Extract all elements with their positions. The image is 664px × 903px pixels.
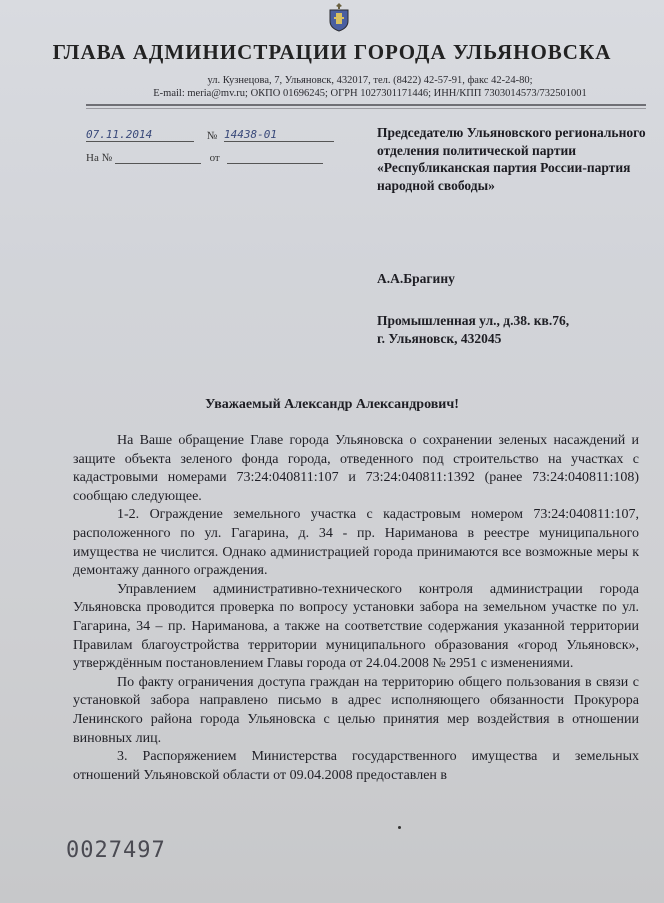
- registration-ref-line: [86, 152, 323, 164]
- recipient-address-line2: г. Ульяновск, 432045: [377, 331, 502, 346]
- salutation: Уважаемый Александр Александрович!: [205, 397, 459, 412]
- registration-from-label: от: [209, 152, 220, 164]
- recipient-position: Председателю Ульяновского регионального отделения политической партии «Республиканская партия России-партия народной свободы»: [377, 125, 646, 193]
- registration-from-blank: [227, 163, 323, 164]
- paragraph-item-3: 3. Распоряжением Министерства государственного имущества и земельных отношений Ульяновской области от 09.04.2008 предоставлен в: [73, 749, 639, 783]
- recipient-address-line1: Промышленная ул., д.38. кв.76,: [377, 313, 570, 328]
- recipient-address: [377, 312, 647, 348]
- header-address-line2: E-mail: meria@mv.ru; ОКПО 01696245; ОГРН 1027301171446; ИНН/КПП 7303014573/732501001: [153, 88, 587, 99]
- page-mark: [398, 826, 401, 829]
- registration-ref-label: На №: [86, 152, 113, 164]
- paragraph-prosecutor: По факту ограничения доступа граждан на территорию общего пользования в связи с установкой забора направлено письмо в адрес исполняющего обязанности Прокурора Ленинского района города Ульяновска с целью принятия мер воздействия в отношении виновных лиц.: [73, 674, 639, 746]
- recipient-name: А.А.Брагину: [377, 271, 455, 286]
- city-crest-icon: [328, 2, 350, 32]
- serial-number: 0027497: [66, 838, 166, 863]
- letter-body: [73, 432, 639, 785]
- paragraph-item-1-2: 1-2. Ограждение земельного участка с кадастровым номером 73:24:040811:107, расположенного по ул. Гагарина, д. 34 - пр. Нариманова в реестре муниципального имущества не числится. Однако администрацией города принимаются все возможные меры к демонтажу данного ограждения.: [73, 507, 639, 579]
- registration-date: 07.11.2014: [86, 128, 194, 142]
- paragraph-inspection: Управлением административно-технического контроля администрации города Ульяновска проводится проверка по вопросу установки забора на земельном участке по ул. Гагарина, 34 – пр. Нариманова, а также на соответствие содержания указанной территории Правилам благоустройства территории муниципального образования «город Ульяновск», утверждённым постановлением Главы города от 24.04.2008 № 2951 с изменениями.: [73, 581, 639, 672]
- header-title: ГЛАВА АДМИНИСТРАЦИИ ГОРОДА УЛЬЯНОВСКА: [52, 40, 612, 64]
- header-address: [110, 74, 630, 100]
- registration-number: 14438-01: [224, 128, 334, 142]
- header-divider-thin: [86, 108, 646, 109]
- registration-ref-blank: [115, 163, 201, 164]
- header-divider: [86, 104, 646, 106]
- header-address-line1: ул. Кузнецова, 7, Ульяновск, 432017, тел. (8422) 42-57-91, факс 42-24-80;: [207, 75, 533, 86]
- paragraph-intro: На Ваше обращение Главе города Ульяновска о сохранении зеленых насаждений и защите объекта зеленого фонда города, отведенного под строительство на участках с кадастровыми номерами 73:24:040811:107 и 73:24:040811:1392 (ранее 73:24:040811:108) сообщаю следующее.: [73, 433, 639, 504]
- registration-no-label: №: [206, 130, 218, 142]
- registration-date-line: [86, 128, 334, 142]
